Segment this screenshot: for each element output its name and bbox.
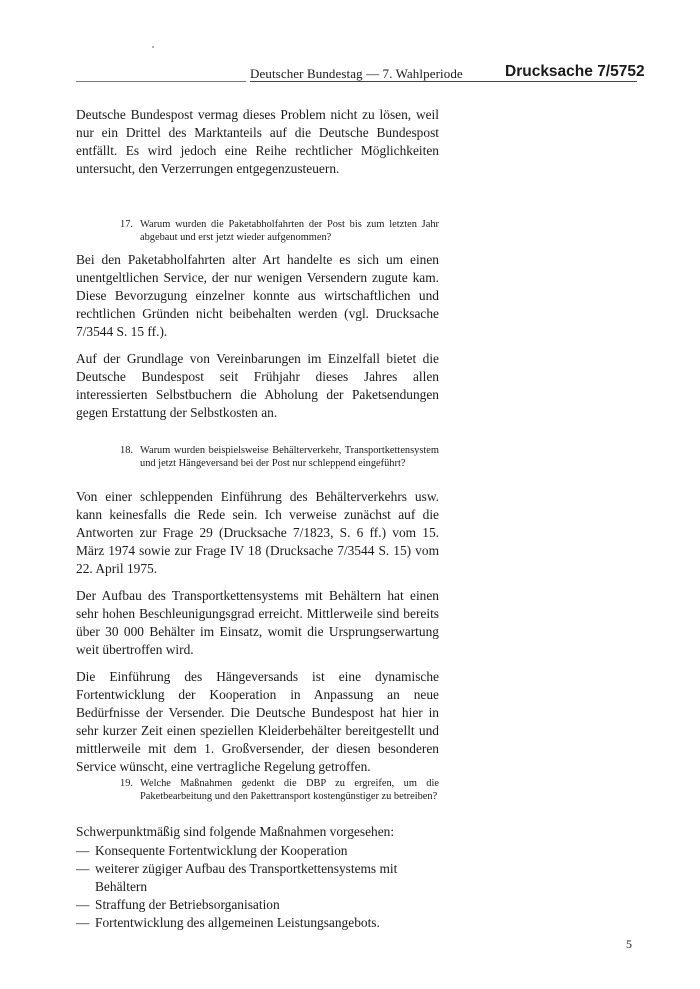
dash-marker: — bbox=[76, 915, 90, 930]
list-item bbox=[76, 842, 439, 860]
answer-19 bbox=[76, 823, 439, 932]
intro-paragraph-block bbox=[76, 106, 439, 178]
header-rule-right bbox=[250, 81, 637, 82]
question-17 bbox=[120, 219, 439, 244]
list-item-text: Fortentwicklung des allgemeinen Leistungsangebots. bbox=[95, 915, 380, 930]
answer-paragraph: Bei den Paketabholfahrten alter Art handelte es sich um einen unentgeltlichen Service, der nur wenigen Versendern zugute kam. Diese Bevorzugung einzelner konnte aus wirtschaftlichen und rechtlichen Gründen nicht beibehalten werden (vgl. Drucksache 7/3544 S. 15 ff.). bbox=[76, 252, 439, 339]
list-item-text: Konsequente Fortentwicklung der Kooperation bbox=[95, 843, 348, 858]
question-text: Warum wurden die Paketabholfahrten der Post bis zum letzten Jahr abgebaut und erst jetzt wieder aufgenommen? bbox=[140, 219, 439, 243]
question-19 bbox=[120, 778, 439, 803]
answer-paragraph: Von einer schleppenden Einführung des Behälterverkehrs usw. kann keinesfalls die Rede sein. Ich verweise zunächst auf die Antworten zur Frage 29 (Drucksache 7/1823, S. 6 ff.) vom 15. März 1974 sowie zur Frage IV 18 (Drucksache 7/3544 S. 15) vom 22. April 1975. bbox=[76, 489, 439, 576]
dash-marker: — bbox=[76, 897, 90, 912]
dash-marker: — bbox=[76, 861, 90, 876]
document-id: Drucksache 7/5752 bbox=[505, 63, 645, 80]
question-text: Welche Maßnahmen gedenkt die DBP zu ergreifen, um die Paketbearbeitung und den Pakettransport kostengünstiger zu betreiben? bbox=[140, 778, 439, 802]
answer-17 bbox=[76, 251, 439, 422]
scan-speck bbox=[152, 46, 154, 48]
answer-intro: Schwerpunktmäßig sind folgende Maßnahmen vorgesehen: bbox=[76, 824, 395, 839]
answer-18 bbox=[76, 488, 439, 776]
dash-marker: — bbox=[76, 843, 90, 858]
measures-list bbox=[76, 842, 439, 932]
intro-paragraph: Deutsche Bundespost vermag dieses Problem nicht zu lösen, weil nur ein Drittel des Marktanteils auf die Deutsche Bundespost entfällt. Es wird jedoch eine Reihe rechtlicher Möglichkeiten untersucht, den Verzerrungen entgegenzusteuern. bbox=[76, 107, 439, 176]
question-text: Warum wurden beispielsweise Behälterverkehr, Transportkettensystem und jetzt Hängeversand bei der Post nur schleppend eingeführt? bbox=[140, 445, 439, 469]
list-item-text: Straffung der Betriebsorganisation bbox=[95, 897, 280, 912]
header-rule-left bbox=[76, 81, 246, 82]
question-18 bbox=[120, 445, 439, 470]
question-number: 17. bbox=[120, 219, 133, 230]
list-item bbox=[76, 896, 439, 914]
list-item bbox=[76, 860, 439, 896]
answer-paragraph: Der Aufbau des Transportkettensystems mit Behältern hat einen sehr hohen Beschleunigungsgrad erreicht. Mittlerweile sind bereits über 30 000 Behälter im Einsatz, womit die Ursprungserwartung weit übertroffen wird. bbox=[76, 588, 439, 657]
page-number: 5 bbox=[626, 937, 632, 951]
question-number: 19. bbox=[120, 778, 133, 789]
list-item-text: weiterer zügiger Aufbau des Transportkettensystems mit Behältern bbox=[95, 861, 398, 894]
header-title: Deutscher Bundestag — 7. Wahlperiode bbox=[250, 66, 463, 81]
answer-paragraph: Die Einführung des Hängeversands ist eine dynamische Fortentwicklung der Kooperation in Anpassung an neue Bedürfnisse der Versender. Die Deutsche Bundespost hat hier in sehr kurzer Zeit einen speziellen Kleiderbehälter bereitgestellt und mittlerweile mit dem 1. Großversender, der diesen besonderen Service wünscht, eine vertragliche Regelung getroffen. bbox=[76, 669, 439, 774]
answer-paragraph: Auf der Grundlage von Vereinbarungen im Einzelfall bietet die Deutsche Bundespost seit Frühjahr dieses Jahres allen interessierten Selbstbuchern die Abholung der Paketsendungen gegen Erstattung der Selbstkosten an. bbox=[76, 351, 439, 420]
question-number: 18. bbox=[120, 445, 133, 456]
list-item bbox=[76, 914, 439, 932]
